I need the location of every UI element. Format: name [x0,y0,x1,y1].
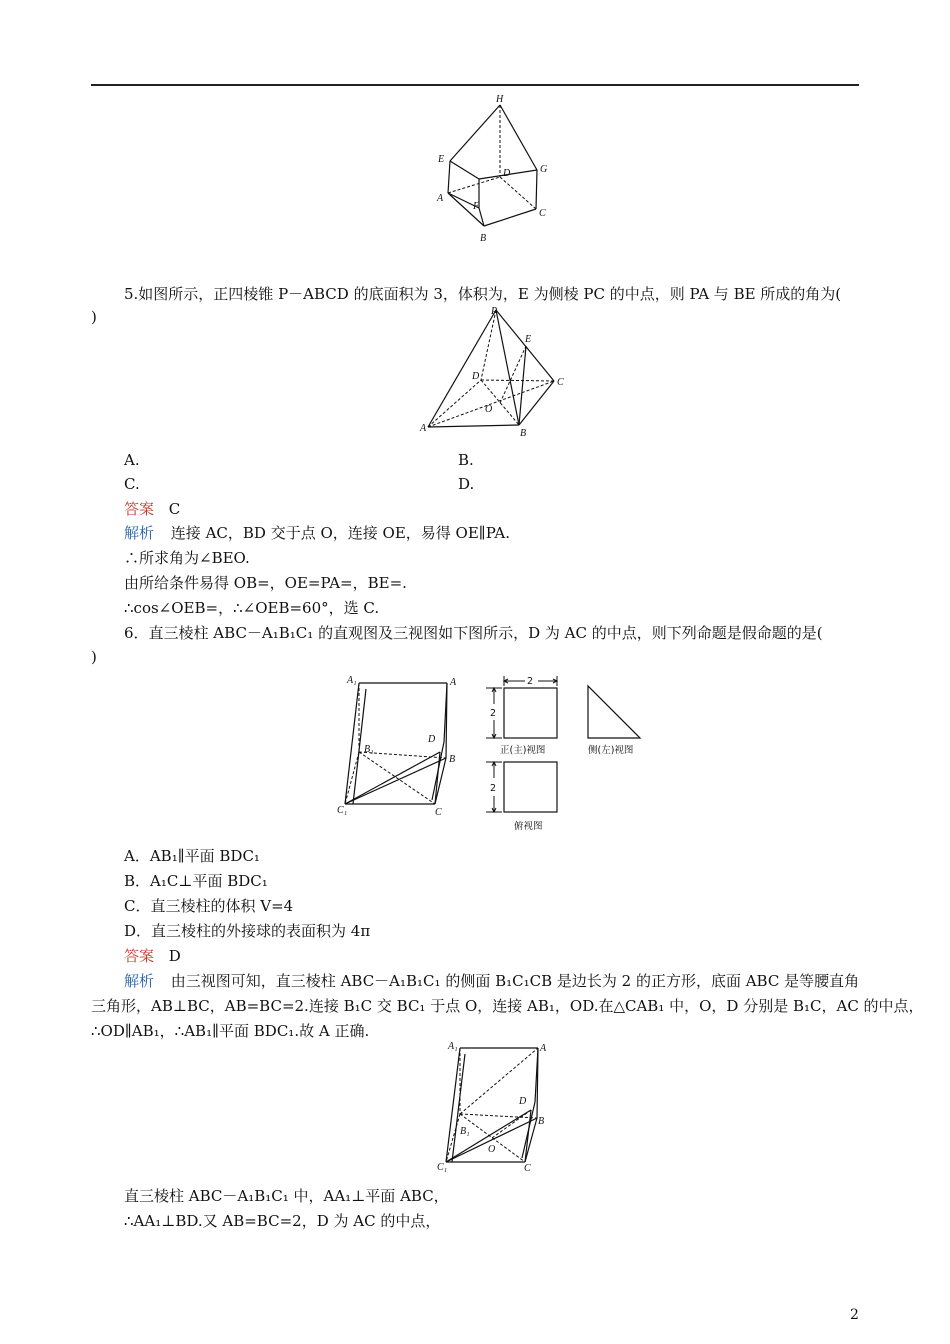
p5-stem-1: 5.如图所示，正四棱锥 P－ABCD 的底面积为 3，体积为，E 为侧棱 PC 的中点，则 PA 与 BE 所成的角为( [124,285,842,303]
label-a: A [450,677,457,688]
label-e: E [525,334,532,345]
p5-option-b: B. [458,451,474,469]
label-d: D [428,734,436,745]
top-view-caption: 俯视图 [514,821,543,832]
label-f: F [473,201,480,212]
prism-solution-figure [432,1040,557,1178]
p6-stem-2: ) [91,648,97,666]
p5-stem-2: ) [91,308,97,326]
dim-height-front: 2 [490,708,497,719]
side-view-caption: 侧(左)视图 [588,745,634,756]
label-c1: C₁ [437,1162,448,1173]
analysis-label: 解析 [124,972,155,990]
p5-analysis-2: ∴所求角为∠BEO. [124,549,250,567]
label-d: D [503,168,511,179]
p5-option-a: A. [124,451,140,469]
dim-height-top: 2 [490,783,497,794]
p6-option-d: D．直三棱柱的外接球的表面积为 4π [124,922,371,940]
three-views-figure [480,672,650,834]
p5-analysis-3: 由所给条件易得 OB=，OE=PA=，BE=. [124,574,407,592]
label-a: A [437,193,444,204]
label-c: C [557,377,564,388]
label-d: D [472,371,480,382]
analysis-text: 由三视图可知，直三棱柱 ABC－A₁B₁C₁ 的侧面 B₁C₁CB 是边长为 2 的正方形，底面 ABC 是等腰直角 [170,972,860,990]
label-b: B [520,428,527,439]
page-number: 2 [850,1307,859,1323]
label-g: G [540,164,548,175]
label-b1: B₁ [364,744,374,755]
answer-label: 答案 [124,500,155,518]
label-h: H [496,94,504,105]
answer-value: D [168,947,181,965]
p5-option-c: C. [124,475,140,493]
header-rule [91,84,859,86]
prism-figure [334,672,469,820]
label-c: C [539,208,546,219]
label-e: E [438,154,445,165]
polyhedron-figure [430,92,560,244]
p6-stem-1: 6．直三棱柱 ABC－A₁B₁C₁ 的直观图及三视图如下图所示，D 为 AC 的中点，则下列命题是假命题的是( [124,624,823,642]
p5-option-d: D. [458,475,475,493]
label-b: B [480,233,487,244]
front-view-caption: 正(主)视图 [500,745,546,756]
analysis-label: 解析 [124,524,155,542]
label-a1: A₁ [347,675,357,686]
p6-option-a: A．AB₁∥平面 BDC₁ [124,847,260,865]
label-o: O [488,1144,496,1155]
answer-value: C [168,500,181,518]
label-d: D [519,1096,527,1107]
label-c: C [435,807,442,818]
answer-label: 答案 [124,947,155,965]
label-b: B [449,754,456,765]
p6-analysis-1 [124,971,859,991]
p6-analysis-3: ∴OD∥AB₁，∴AB₁∥平面 BDC₁.故 A 正确. [91,1022,370,1040]
label-o: O [485,404,493,415]
label-b: B [538,1116,545,1127]
p6-analysis-5: ∴AA₁⊥BD.又 AB=BC=2，D 为 AC 的中点， [124,1212,441,1230]
analysis-text: 连接 AC，BD 交于点 O，连接 OE，易得 OE∥PA. [170,524,511,542]
p5-analysis-1 [124,523,510,543]
label-a1: A₁ [448,1041,458,1052]
label-b1: B₁ [460,1126,470,1137]
p6-option-b: B．A₁C⊥平面 BDC₁ [124,872,268,890]
p5-analysis-4: ∴cos∠OEB=，∴∠OEB=60°，选 C. [124,599,380,617]
p6-answer [124,946,181,966]
label-c: C [524,1163,531,1174]
label-a: A [420,423,427,434]
label-c1: C₁ [337,805,348,816]
p5-answer [124,499,180,519]
label-a: A [540,1043,547,1054]
pyramid-figure [416,300,576,440]
dim-width: 2 [527,676,534,687]
p6-analysis-4: 直三棱柱 ABC－A₁B₁C₁ 中，AA₁⊥平面 ABC， [124,1187,449,1205]
p6-analysis-2: 三角形，AB⊥BC，AB=BC=2.连接 B₁C 交 BC₁ 于点 O，连接 AB₁，OD.在△CAB₁ 中，O，D 分别是 B₁C，AC 的中点， [91,997,924,1015]
label-p: P [491,306,498,317]
p6-option-c: C．直三棱柱的体积 V=4 [124,897,294,915]
